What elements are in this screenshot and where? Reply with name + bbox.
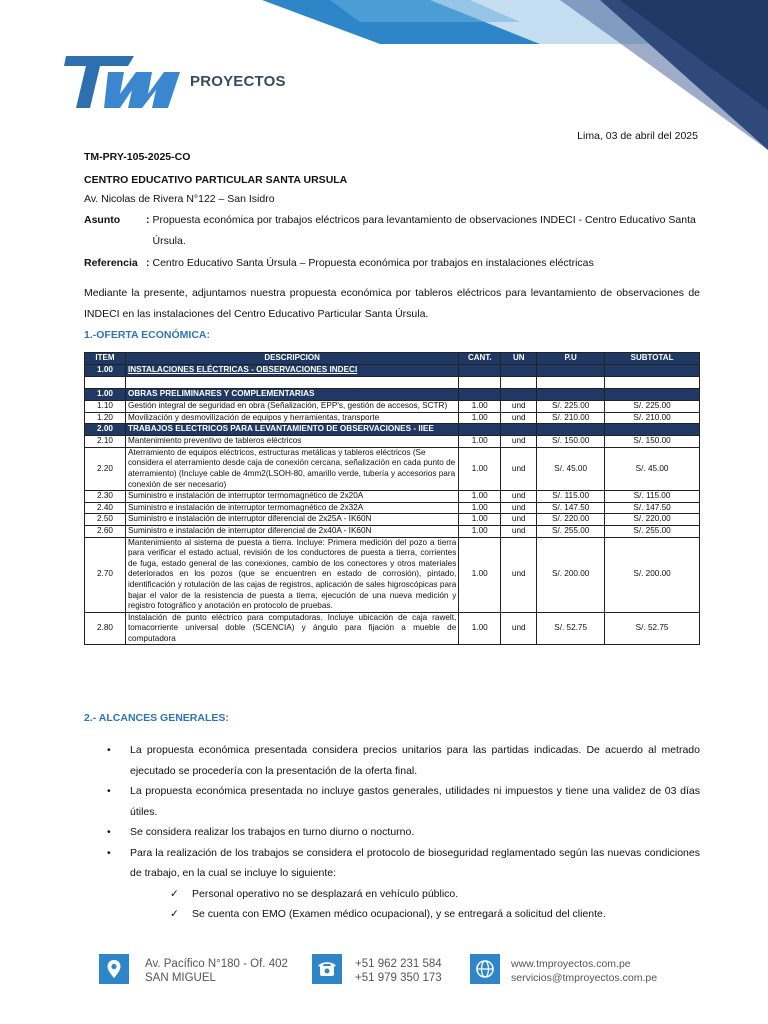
cell-item: 2.00 xyxy=(85,424,126,436)
check-item: ✓ Personal operativo no se desplazará en vehículo público. xyxy=(170,884,700,905)
cell-item: 2.40 xyxy=(85,502,126,514)
phone-icon xyxy=(312,954,342,984)
cell-desc: TRABAJOS ELECTRICOS PARA LEVANTAMIENTO DE OBSERVACIONES - IIEE xyxy=(125,424,458,436)
cell-subtotal: S/. 225.00 xyxy=(605,401,700,413)
cell-subtotal: S/. 52.75 xyxy=(605,612,700,645)
offer-table xyxy=(84,352,700,645)
globe-icon xyxy=(470,954,500,984)
cell-pu: S/. 220.00 xyxy=(537,514,605,526)
cell-desc: Movilización y desmovilización de equipos y herramientas, transporte xyxy=(125,412,458,424)
subject-value: Propuesta económica por trabajos eléctricos para levantamiento de observaciones INDECI - Centro Educativo Santa Úrsula. xyxy=(152,214,696,247)
col-unit: UN xyxy=(501,353,537,365)
check-item: ✓ Se cuenta con EMO (Examen médico ocupacional), y se entregará a solicitud del cliente. xyxy=(170,904,700,925)
col-qty: CANT. xyxy=(459,353,501,365)
col-desc: DESCRIPCION xyxy=(125,353,458,365)
cell-subtotal: S/. 115.00 xyxy=(605,491,700,503)
cell-qty: 1.00 xyxy=(459,612,501,645)
cell-desc: Instalación de punto eléctrico para computadoras. Incluye ubicación de caja rawelt, tomacorriente universal doble (SCENCIA) y ángulo para fijación a mueble de computadora xyxy=(125,612,458,645)
reference-value: Centro Educativo Santa Úrsula – Propuesta económica por trabajos en instalaciones eléctricas xyxy=(152,257,594,269)
cell-item: 2.80 xyxy=(85,612,126,645)
table-row xyxy=(85,525,700,537)
table-row xyxy=(85,447,700,490)
scope-list xyxy=(107,740,700,925)
table-row xyxy=(85,612,700,645)
cell-qty: 1.00 xyxy=(459,537,501,612)
col-subtotal: SUBTOTAL xyxy=(605,353,700,365)
recipient-address: Av. Nicolas de Rivera N°122 – San Isidro xyxy=(84,193,275,205)
footer-web: www.tmproyectos.com.pe servicios@tmproyectos.com.pe xyxy=(511,958,658,984)
cell-pu: S/. 45.00 xyxy=(537,447,605,490)
check-icon: ✓ xyxy=(170,887,179,900)
cell-pu: S/. 210.00 xyxy=(537,412,605,424)
cell-item: 1.20 xyxy=(85,412,126,424)
cell-subtotal: S/. 150.00 xyxy=(605,436,700,448)
reference-row xyxy=(84,253,704,274)
cell-qty: 1.00 xyxy=(459,447,501,490)
cell-subtotal: S/. 210.00 xyxy=(605,412,700,424)
cell-unit: und xyxy=(501,412,537,424)
footer-phones: +51 962 231 584 +51 979 350 173 xyxy=(355,958,442,984)
cell-subtotal: S/. 147.50 xyxy=(605,502,700,514)
cell-unit: und xyxy=(501,502,537,514)
cell-unit: und xyxy=(501,447,537,490)
table-row xyxy=(85,514,700,526)
table-blank-row xyxy=(85,377,700,389)
reference-label: Referencia xyxy=(84,257,138,269)
cell-item: 1.00 xyxy=(85,365,126,377)
list-item: • La propuesta económica presentada no incluye gastos generales, utilidades ni impuestos y tiene una validez de 03 días útiles. xyxy=(107,785,700,818)
cell-pu: S/. 255.00 xyxy=(537,525,605,537)
cell-desc: Suministro e instalación de interruptor diferencial de 2x25A - IK60N xyxy=(125,514,458,526)
cell-pu: S/. 147.50 xyxy=(537,502,605,514)
cell-desc: Mantenimiento preventivo de tableros eléctricos xyxy=(125,436,458,448)
letter-date: Lima, 03 de abril del 2025 xyxy=(577,130,698,142)
cell-subtotal: S/. 45.00 xyxy=(605,447,700,490)
list-item: • La propuesta económica presentada considera precios unitarios para las partidas indicadas. De acuerdo al metrado ejecutado se procedería con la presentación de la oferta final. xyxy=(107,744,700,777)
cell-desc: Suministro e instalación de interruptor termomagnético de 2x20A xyxy=(125,491,458,503)
location-icon xyxy=(99,954,129,984)
table-row xyxy=(85,537,700,612)
cell-item: 2.60 xyxy=(85,525,126,537)
cell-pu: S/. 52.75 xyxy=(537,612,605,645)
cell-item: 2.50 xyxy=(85,514,126,526)
cell-item: 2.10 xyxy=(85,436,126,448)
cell-unit: und xyxy=(501,612,537,645)
cell-pu: S/. 115.00 xyxy=(537,491,605,503)
table-row xyxy=(85,502,700,514)
cell-desc: OBRAS PRELIMINARES Y COMPLEMENTARIAS xyxy=(125,389,458,401)
cell-subtotal: S/. 220.00 xyxy=(605,514,700,526)
cell-subtotal: S/. 255.00 xyxy=(605,525,700,537)
cell-item: 1.00 xyxy=(85,389,126,401)
cell-unit: und xyxy=(501,491,537,503)
cell-desc: INSTALACIONES ELÉCTRICAS - OBSERVACIONES INDECI xyxy=(125,365,458,377)
list-item: • Para la realización de los trabajos se considera el protocolo de bioseguridad reglamentado según las nuevas condiciones de trabajo, en la cual se incluye lo siguiente: ✓ Personal operativo no se desplazará en vehículo público. ✓ Se cuenta con EMO (Examen médico ocupacional), y se entregará a solicitud del cliente. xyxy=(107,843,700,925)
table-row xyxy=(85,412,700,424)
cell-qty: 1.00 xyxy=(459,401,501,413)
cell-item: 2.30 xyxy=(85,491,126,503)
cell-desc: Aterramiento de equipos eléctricos, estructuras metálicas y tableros eléctricos (Se considera el aterramiento desde caja de conexión cercana, señalización en cada punto de aterramiento) (Incluye cable de 4mm2(LSOH-80, amarillo verde, tubería y accesorios para conexión de ser necesario) xyxy=(125,447,458,490)
section-title-scope: 2.- ALCANCES GENERALES: xyxy=(84,712,229,724)
cell-unit: und xyxy=(501,537,537,612)
footer-address: Av. Pacífico N°180 - Of. 402 SAN MIGUEL xyxy=(145,958,288,984)
cell-item: 2.20 xyxy=(85,447,126,490)
section-title-offer: 1.-OFERTA ECONÓMICA: xyxy=(84,329,210,341)
intro-paragraph: Mediante la presente, adjuntamos nuestra propuesta económica por tableros eléctricos para levantamiento de observaciones de INDECI en las instalaciones del Centro Educativo Particular Santa Úrsula. xyxy=(84,287,700,320)
cell-item: 2.70 xyxy=(85,537,126,612)
table-group-row xyxy=(85,424,700,436)
table-group-row xyxy=(85,389,700,401)
cell-qty: 1.00 xyxy=(459,525,501,537)
sub-list xyxy=(170,884,700,925)
cell-desc: Suministro e instalación de interruptor termomagnético de 2x32A xyxy=(125,502,458,514)
cell-qty: 1.00 xyxy=(459,412,501,424)
cell-qty: 1.00 xyxy=(459,502,501,514)
cell-unit: und xyxy=(501,436,537,448)
subject-row xyxy=(84,210,704,252)
cell-unit: und xyxy=(501,514,537,526)
table-row xyxy=(85,401,700,413)
cell-pu: S/. 150.00 xyxy=(537,436,605,448)
cell-qty: 1.00 xyxy=(459,436,501,448)
subject-colon: : xyxy=(146,214,150,226)
cell-qty: 1.00 xyxy=(459,514,501,526)
cell-item: 1.10 xyxy=(85,401,126,413)
cell-pu: S/. 225.00 xyxy=(537,401,605,413)
check-icon: ✓ xyxy=(170,908,179,920)
recipient-name: CENTRO EDUCATIVO PARTICULAR SANTA URSULA xyxy=(84,174,348,186)
col-pu: P.U xyxy=(537,353,605,365)
cell-unit: und xyxy=(501,525,537,537)
col-item: ITEM xyxy=(85,353,126,365)
company-name: PROYECTOS xyxy=(190,73,286,90)
reference-colon: : xyxy=(146,257,150,269)
cell-subtotal: S/. 200.00 xyxy=(605,537,700,612)
subject-label: Asunto xyxy=(84,214,121,226)
cell-unit: und xyxy=(501,401,537,413)
cell-desc: Gestión integral de seguridad en obra (Señalización, EPP's, gestión de accesos, SCTR) xyxy=(125,401,458,413)
cell-qty: 1.00 xyxy=(459,491,501,503)
table-row xyxy=(85,491,700,503)
table-group-row xyxy=(85,365,700,377)
table-header-row xyxy=(85,353,700,365)
list-item: • Se considera realizar los trabajos en turno diurno o nocturno. xyxy=(107,826,415,838)
table-row xyxy=(85,436,700,448)
cell-desc: Mantenimiento al sistema de puesta a tierra. Incluye: Primera medición del pozo a tierra para verificar el estado actual, revisión de los conductores de puesta a tierra, corrientes de fuga, estado general de las conexiones, cambio de los conectores y otros materiales deteriorados en los pozos (que se encuentren en estado de corrosión), pintado, identificación y rotulación de las cajas de registros, aplicación de sales higroscópicas para bajar el valor de la resistencia de puesta a tierra, ejecución de una nueva medición y registro fotográfico y anotación en protocolo de pruebas. xyxy=(125,537,458,612)
cell-desc: Suministro e instalación de interruptor diferencial de 2x40A - IK60N xyxy=(125,525,458,537)
cell-pu: S/. 200.00 xyxy=(537,537,605,612)
document-code: TM-PRY-105-2025-CO xyxy=(84,151,191,163)
